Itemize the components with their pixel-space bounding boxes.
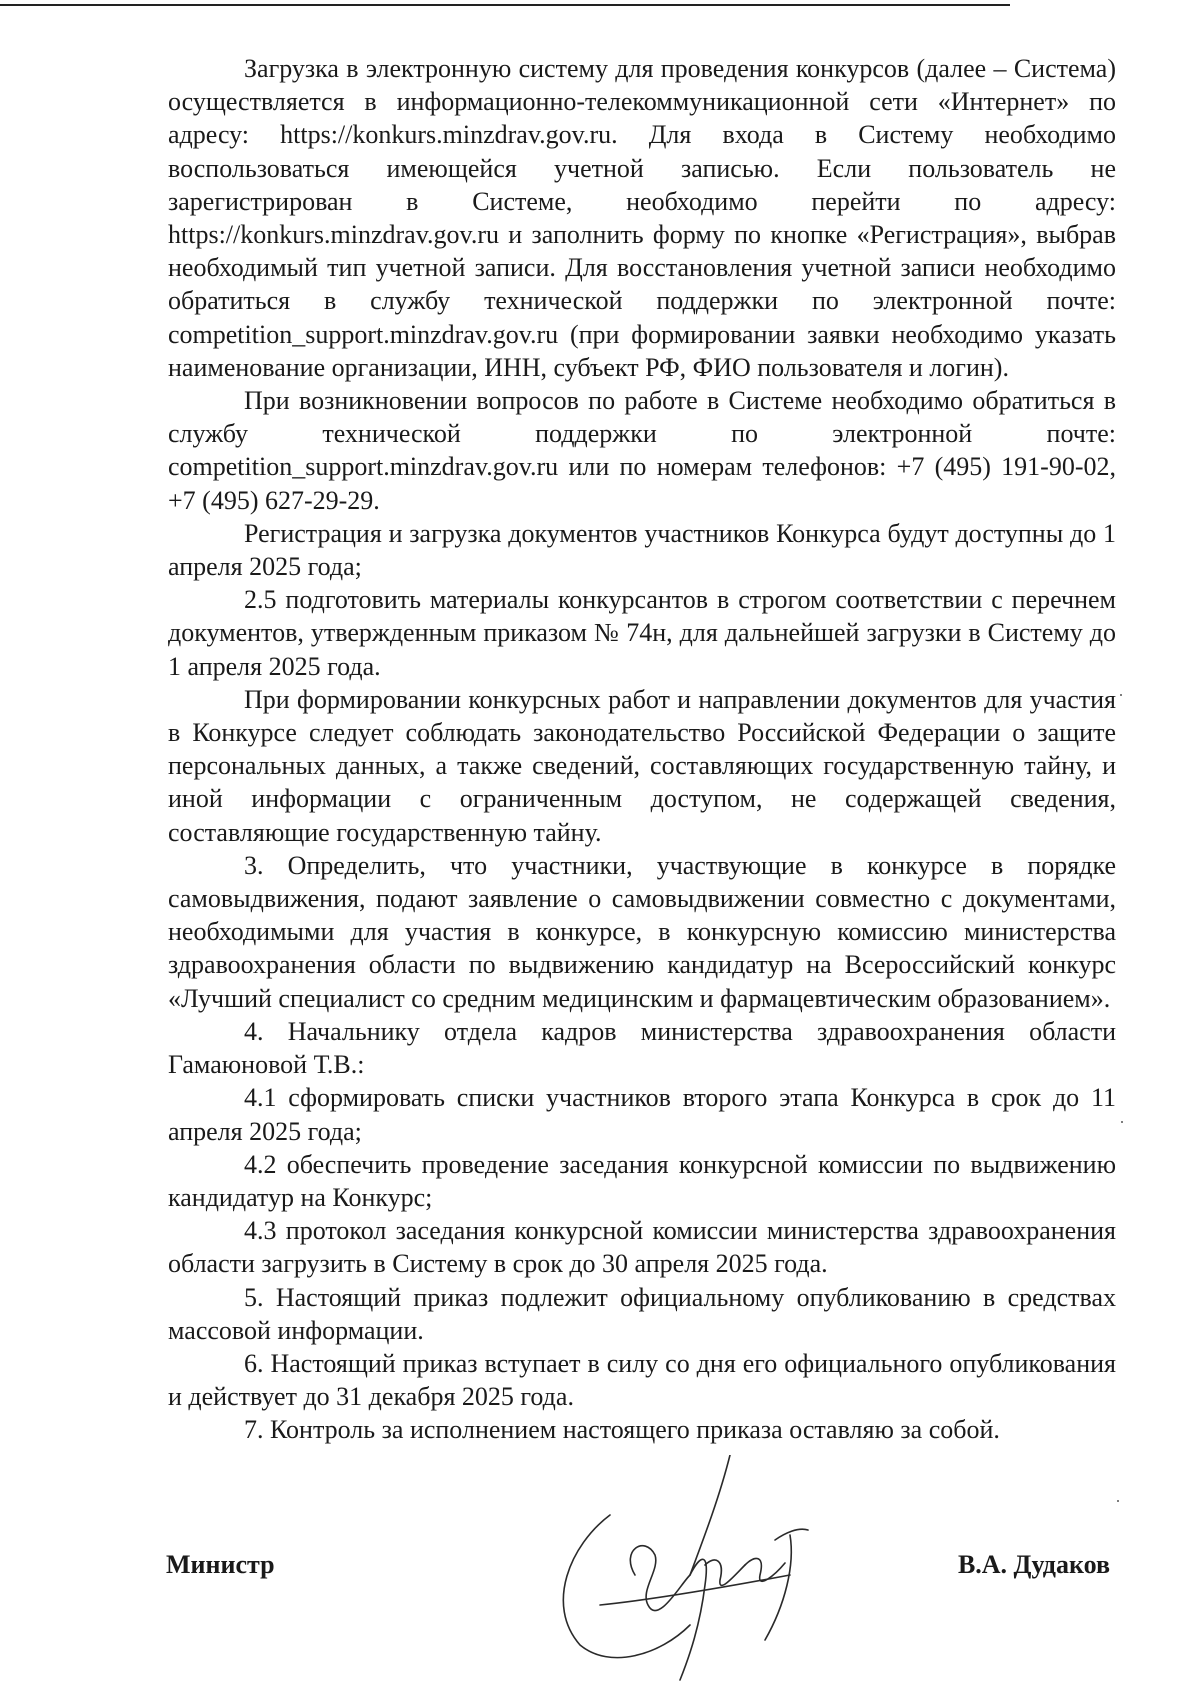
paragraph-item-4: 4. Начальнику отдела кадров министерства здравоохранения области Гамаюновой Т.В.: [168, 1016, 1116, 1080]
paragraph-item-4-2: 4.2 обеспечить проведение заседания конкурсной комиссии по выдвижению кандидатур на Конкурс; [168, 1149, 1116, 1212]
top-border-line [0, 4, 1010, 6]
signatory-name: В.А. Дудаков [957, 1550, 1110, 1579]
paragraph-item-5: 5. Настоящий приказ подлежит официальному опубликованию в средствах массовой информации. [168, 1282, 1116, 1345]
paragraph-system-upload: Загрузка в электронную систему для проведения конкурсов (далее – Система) осуществляется в информационно-телекоммуникационной сети «Интернет» по адресу: https://konkurs.minzdrav.gov.ru. Для входа в Систему необходимо воспользоваться имеющейся учетной записью. Если пользователь не зарегистрирован в Системе, необходимо перейти по адресу: https://konkurs.minzdrav.gov.ru и заполнить форму по кнопке «Регистрация», выбрав необходимый тип учетной записи. Для восстановления учетной записи необходимо обратиться в службу технической поддержки по электронной почте: competition_support.minzdrav.gov.ru (при формировании заявки необходимо указать наименование организации, ИНН, субъект РФ, ФИО пользователя и логин). [168, 54, 1116, 382]
paragraph-item-4-3: 4.3 протокол заседания конкурсной комиссии министерства здравоохранения области загрузить в Систему в срок до 30 апреля 2025 года. [168, 1216, 1116, 1279]
paragraph-item-2-5: 2.5 подготовить материалы конкурсантов в строгом соответствии с перечнем документов, утвержденным приказом № 74н, для дальнейшей загрузки в Систему до 1 апреля 2025 года. [168, 585, 1116, 681]
paragraph-registration-deadline: Регистрация и загрузка документов участников Конкурса будут доступны до 1 апреля 2025 года; [168, 518, 1116, 582]
paragraph-item-7: 7. Контроль за исполнением настоящего приказа оставляю за собой. [244, 1415, 1000, 1445]
paragraph-item-4-1: 4.1 сформировать списки участников второго этапа Конкурса в срок до 11 апреля 2025 года; [168, 1083, 1116, 1146]
signatory-title: Министр [166, 1550, 275, 1579]
paragraph-item-3: 3. Определить, что участники, участвующие в конкурсе в порядке самовыдвижения, подают заявление о самовыдвижении совместно с документами, необходимыми для участия в конкурсе, в конкурсную комиссию министерства здравоохранения области по выдвижению кандидатур на Всероссийский конкурс «Лучший специалист со средним медицинским и фармацевтическим образованием». [168, 850, 1116, 1013]
handwritten-signature [540, 1455, 840, 1685]
paragraph-item-6: 6. Настоящий приказ вступает в силу со дня его официального опубликования и действует до 31 декабря 2025 года. [168, 1348, 1116, 1412]
paragraph-personal-data: При формировании конкурсных работ и направлении документов для участия в Конкурсе следует соблюдать законодательство Российской Федерации о защите персональных данных, а также сведений, составляющих государственную тайну, и иной информации с ограниченным доступом, не содержащей сведения, составляющие государственную тайну. [168, 684, 1116, 847]
document-body [168, 52, 1116, 1447]
paragraph-support-contacts: При возникновении вопросов по работе в Системе необходимо обратиться в службу технической поддержки по электронной почте: competition_support.minzdrav.gov.ru или по номерам телефонов: +7 (495) 191-90-02, +7 (495) 627-29-29. [168, 386, 1116, 515]
